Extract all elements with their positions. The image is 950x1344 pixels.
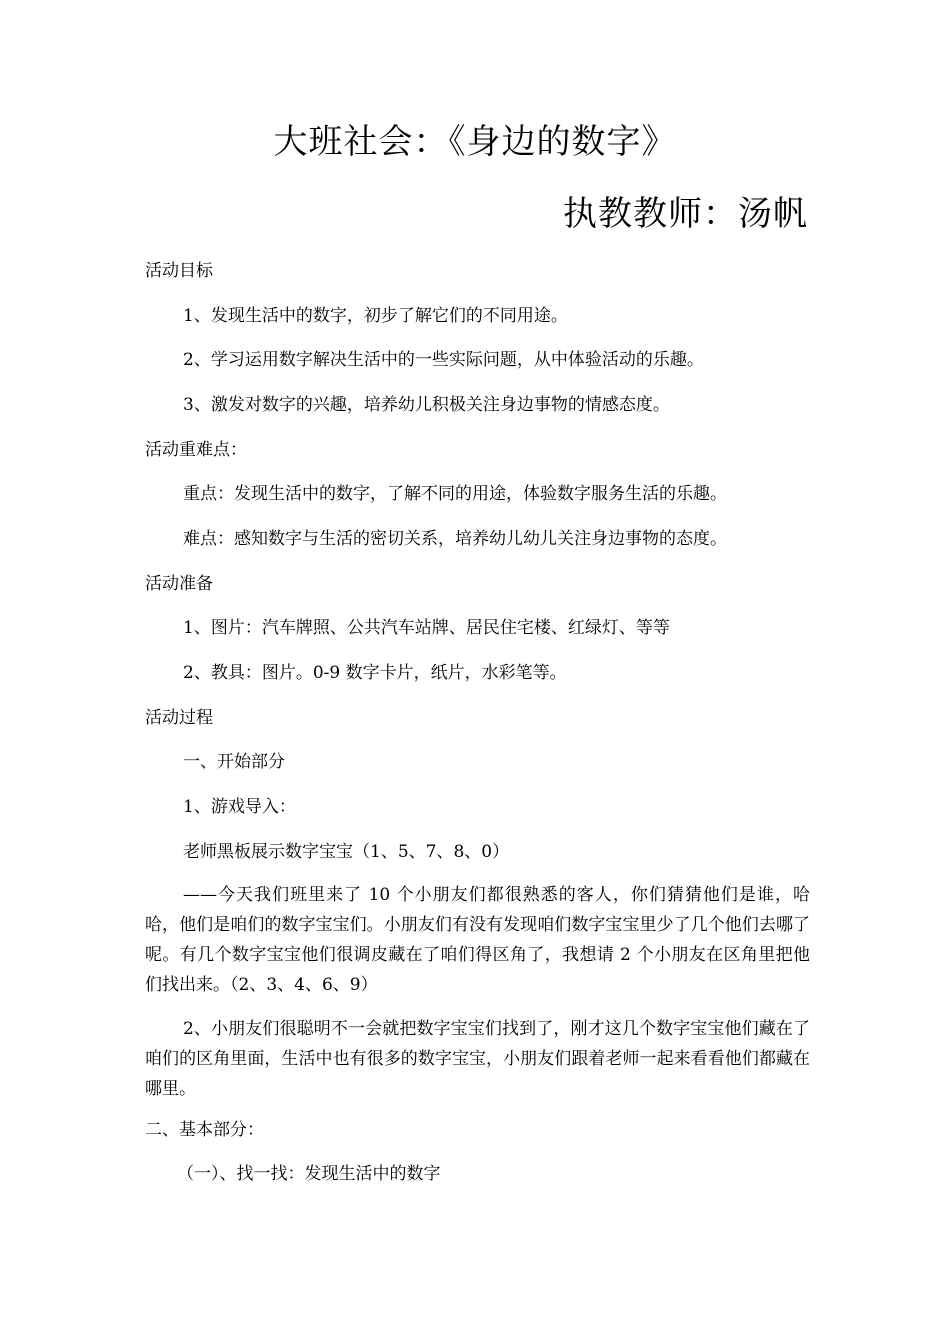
part-heading-start: 一、开始部分 bbox=[183, 752, 285, 772]
prep-item-2: 2、教具：图片。0-9 数字卡片，纸片，水彩笔等。 bbox=[183, 663, 567, 683]
goal-item-1: 1、发现生活中的数字，初步了解它们的不同用途。 bbox=[183, 306, 568, 326]
key-point: 重点：发现生活中的数字，了解不同的用途，体验数字服务生活的乐趣。 bbox=[183, 484, 727, 504]
section-heading-process: 活动过程 bbox=[145, 708, 213, 728]
section-heading-key-points: 活动重难点： bbox=[145, 440, 247, 460]
prep-item-1: 1、图片：汽车牌照、公共汽车站牌、居民住宅楼、红绿灯、等等 bbox=[183, 618, 670, 638]
goal-item-3: 3、激发对数字的兴趣，培养幼儿积极关注身边事物的情感态度。 bbox=[183, 395, 670, 415]
part-heading-basic: 二、基本部分： bbox=[145, 1120, 264, 1140]
difficulty-point: 难点：感知数字与生活的密切关系，培养幼儿幼儿关注身边事物的态度。 bbox=[183, 529, 727, 549]
section-heading-goals: 活动目标 bbox=[145, 261, 213, 281]
teacher-name: 执教教师：汤帆 bbox=[563, 194, 808, 234]
section-heading-preparation: 活动准备 bbox=[145, 574, 213, 594]
document-title: 大班社会：《身边的数字》 bbox=[273, 122, 677, 162]
sub-heading-find: （一）、找一找：发现生活中的数字 bbox=[177, 1164, 441, 1184]
step-description: 老师黑板展示数字宝宝（1、5、7、8、0） bbox=[183, 842, 510, 862]
goal-item-2: 2、学习运用数字解决生活中的一些实际问题，从中体验活动的乐趣。 bbox=[183, 350, 704, 370]
paragraph-step-2: 2、小朋友们很聪明不一会就把数字宝宝们找到了，刚才这几个数字宝宝他们藏在了咱们的区角里面，生活中也有很多的数字宝宝，小朋友们跟着老师一起来看看他们都藏在哪里。 bbox=[145, 1019, 810, 1099]
step-heading-game: 1、游戏导入： bbox=[183, 797, 296, 817]
paragraph-intro: ——今天我们班里来了 10 个小朋友们都很熟悉的客人，你们猜猜他们是谁，哈哈，他们是咱们的数字宝宝们。小朋友们有没有发现咱们数字宝宝里少了几个他们去哪了呢。有几个数字宝宝他们很调皮藏在了咱们得区角了，我想请 2 个小朋友在区角里把他们找出来。（2、3、4、6、9） bbox=[145, 885, 810, 995]
